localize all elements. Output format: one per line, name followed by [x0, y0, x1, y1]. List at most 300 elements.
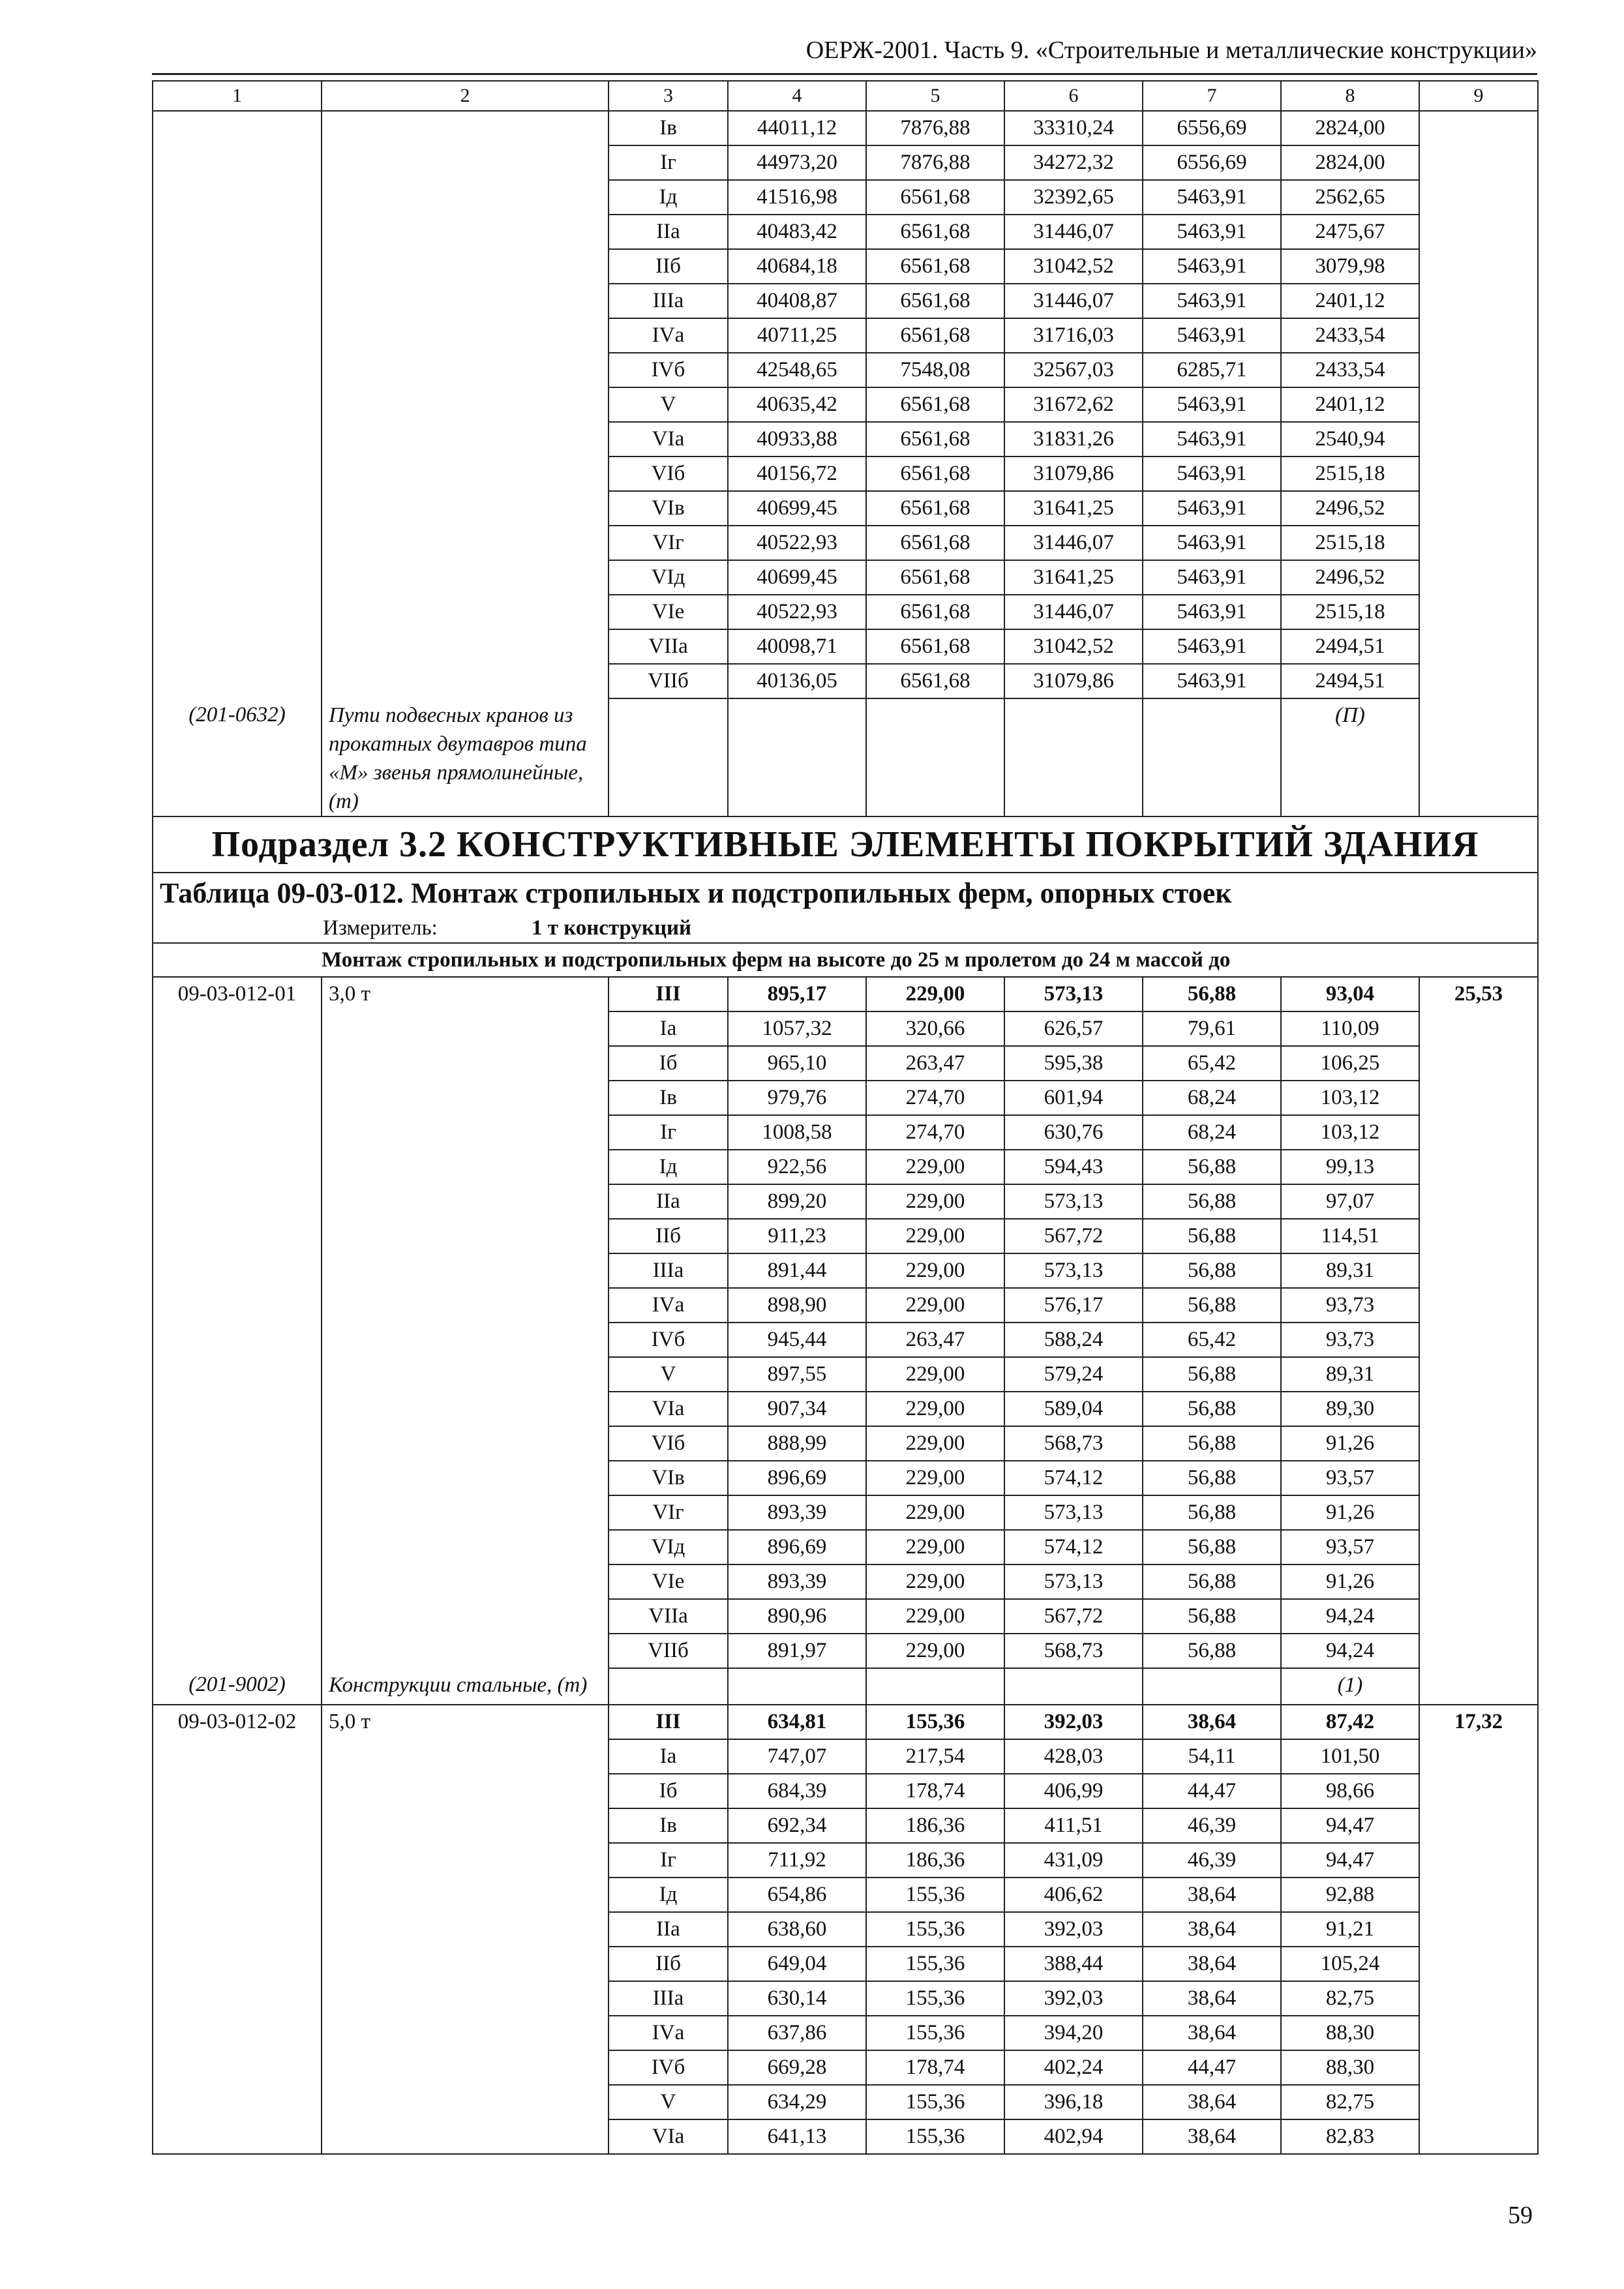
wages-cost-cell: 155,36 [866, 1912, 1004, 1947]
wages-cost-cell: 229,00 [866, 1599, 1004, 1634]
wages-cost-cell: 263,47 [866, 1046, 1004, 1081]
subtitle-row [153, 943, 1538, 977]
wages-cost-cell: 229,00 [866, 1219, 1004, 1253]
region-code-cell: IVа [609, 1288, 728, 1323]
wages-cost-cell: 229,00 [866, 1150, 1004, 1184]
resource-description: Конструкции стальные, (т) [322, 1668, 609, 1705]
materials-cost-cell: 106,25 [1281, 1046, 1419, 1081]
materials-cost-cell: 94,24 [1281, 1599, 1419, 1634]
machinists-wages-cell: 56,88 [1143, 1599, 1281, 1634]
column-number: 6 [1004, 81, 1143, 111]
total-cost-cell: 638,60 [728, 1912, 866, 1947]
wages-cost-cell: 155,36 [866, 1947, 1004, 1981]
empty-cell [609, 698, 728, 816]
machines-cost-cell: 406,62 [1004, 1878, 1143, 1912]
column-number: 9 [1419, 81, 1538, 111]
region-code-cell: VIа [609, 422, 728, 456]
wages-cost-cell: 229,00 [866, 1530, 1004, 1564]
materials-cost-cell: 94,47 [1281, 1843, 1419, 1878]
total-cost-cell: 630,14 [728, 1981, 866, 2016]
total-cost-cell: 907,34 [728, 1392, 866, 1426]
region-code-cell: Iв [609, 111, 728, 145]
materials-cost-cell: 88,30 [1281, 2050, 1419, 2085]
machinists-wages-cell: 5463,91 [1143, 180, 1281, 215]
machinists-wages-cell: 56,88 [1143, 1392, 1281, 1426]
machinists-wages-cell: 38,64 [1143, 1705, 1281, 1739]
wages-cost-cell: 6561,68 [866, 526, 1004, 560]
total-cost-cell: 1057,32 [728, 1011, 866, 1046]
total-cost-cell: 979,76 [728, 1081, 866, 1115]
column-number: 7 [1143, 81, 1281, 111]
region-code-cell: Iг [609, 145, 728, 180]
machinists-wages-cell: 68,24 [1143, 1081, 1281, 1115]
region-code-cell: III [609, 1705, 728, 1739]
machinists-wages-cell: 44,47 [1143, 1774, 1281, 1808]
empty-cell [866, 1668, 1004, 1705]
region-code-cell: IIб [609, 1219, 728, 1253]
labor-cell: 17,32 [1419, 1705, 1538, 2154]
region-code-cell: Iа [609, 1011, 728, 1046]
machines-cost-cell: 32567,03 [1004, 353, 1143, 387]
region-code-cell: IVа [609, 318, 728, 353]
machinists-wages-cell: 5463,91 [1143, 491, 1281, 526]
machines-cost-cell: 392,03 [1004, 1705, 1143, 1739]
machinists-wages-cell: 56,88 [1143, 1461, 1281, 1495]
machinists-wages-cell: 38,64 [1143, 1981, 1281, 2016]
machinists-wages-cell: 5463,91 [1143, 387, 1281, 422]
total-cost-cell: 891,97 [728, 1634, 866, 1668]
total-cost-cell: 40711,25 [728, 318, 866, 353]
region-code-cell: IVб [609, 2050, 728, 2085]
machinists-wages-cell: 56,88 [1143, 1426, 1281, 1461]
page-number: 59 [1508, 2202, 1533, 2229]
machinists-wages-cell: 6556,69 [1143, 145, 1281, 180]
resource-description: Пути подвесных кранов из прокатных двутавров типа «М» звенья прямолинейные, (т) [322, 698, 609, 816]
wages-cost-cell: 320,66 [866, 1011, 1004, 1046]
materials-cost-cell: 2496,52 [1281, 560, 1419, 595]
total-cost-cell: 888,99 [728, 1426, 866, 1461]
region-code-cell: IVа [609, 2016, 728, 2050]
machines-cost-cell: 402,94 [1004, 2119, 1143, 2154]
total-cost-cell: 40136,05 [728, 664, 866, 698]
wages-cost-cell: 229,00 [866, 1253, 1004, 1288]
region-code-cell: Iв [609, 1081, 728, 1115]
region-code-cell: IIа [609, 215, 728, 249]
wages-cost-cell: 6561,68 [866, 560, 1004, 595]
column-number: 8 [1281, 81, 1419, 111]
name-cell: 5,0 т [322, 1705, 609, 2154]
materials-cost-cell: 2494,51 [1281, 629, 1419, 664]
region-code-cell: Iд [609, 1878, 728, 1912]
machinists-wages-cell: 56,88 [1143, 1150, 1281, 1184]
machines-cost-cell: 428,03 [1004, 1739, 1143, 1774]
empty-cell [1004, 698, 1143, 816]
total-cost-cell: 896,69 [728, 1530, 866, 1564]
total-cost-cell: 897,55 [728, 1357, 866, 1392]
wages-cost-cell: 229,00 [866, 977, 1004, 1011]
total-cost-cell: 40483,42 [728, 215, 866, 249]
materials-cost-cell: 105,24 [1281, 1947, 1419, 1981]
machinists-wages-cell: 56,88 [1143, 1357, 1281, 1392]
wages-cost-cell: 229,00 [866, 1495, 1004, 1530]
empty-cell [728, 698, 866, 816]
materials-cost-cell: 2540,94 [1281, 422, 1419, 456]
materials-cost-cell: 2401,12 [1281, 387, 1419, 422]
materials-cost-cell: 2475,67 [1281, 215, 1419, 249]
table-body [153, 81, 1538, 2154]
machinists-wages-cell: 54,11 [1143, 1739, 1281, 1774]
machines-cost-cell: 31716,03 [1004, 318, 1143, 353]
machines-cost-cell: 576,17 [1004, 1288, 1143, 1323]
region-code-cell: Iг [609, 1843, 728, 1878]
materials-cost-cell: 2433,54 [1281, 353, 1419, 387]
machines-cost-cell: 573,13 [1004, 1253, 1143, 1288]
resource-quantity: (П) [1281, 698, 1419, 816]
total-cost-cell: 747,07 [728, 1739, 866, 1774]
region-code-cell: Iб [609, 1774, 728, 1808]
materials-cost-cell: 93,73 [1281, 1323, 1419, 1357]
materials-cost-cell: 93,73 [1281, 1288, 1419, 1323]
total-cost-cell: 911,23 [728, 1219, 866, 1253]
materials-cost-cell: 103,12 [1281, 1081, 1419, 1115]
total-cost-cell: 40522,93 [728, 595, 866, 629]
total-cost-cell: 40933,88 [728, 422, 866, 456]
total-cost-cell: 44973,20 [728, 145, 866, 180]
machines-cost-cell: 33310,24 [1004, 111, 1143, 145]
total-cost-cell: 654,86 [728, 1878, 866, 1912]
materials-cost-cell: 82,83 [1281, 2119, 1419, 2154]
total-cost-cell: 893,39 [728, 1495, 866, 1530]
total-cost-cell: 40699,45 [728, 491, 866, 526]
materials-cost-cell: 2562,65 [1281, 180, 1419, 215]
total-cost-cell: 40408,87 [728, 284, 866, 318]
machinists-wages-cell: 46,39 [1143, 1843, 1281, 1878]
machinists-wages-cell: 38,64 [1143, 1912, 1281, 1947]
region-code-cell: IIа [609, 1912, 728, 1947]
wages-cost-cell: 6561,68 [866, 249, 1004, 284]
table-row [153, 1705, 1538, 1739]
materials-cost-cell: 110,09 [1281, 1011, 1419, 1046]
machinists-wages-cell: 5463,91 [1143, 215, 1281, 249]
materials-cost-cell: 114,51 [1281, 1219, 1419, 1253]
total-cost-cell: 637,86 [728, 2016, 866, 2050]
labor-cell: 25,53 [1419, 977, 1538, 1705]
machines-cost-cell: 574,12 [1004, 1461, 1143, 1495]
running-header: ОЕРЖ-2001. Часть 9. «Строительные и металлические конструкции» [805, 37, 1537, 64]
region-code-cell: V [609, 387, 728, 422]
wages-cost-cell: 229,00 [866, 1461, 1004, 1495]
total-cost-cell: 711,92 [728, 1843, 866, 1878]
machinists-wages-cell: 5463,91 [1143, 664, 1281, 698]
machines-cost-cell: 31641,25 [1004, 491, 1143, 526]
code-cell: 09-03-012-02 [153, 1705, 322, 2154]
materials-cost-cell: 103,12 [1281, 1115, 1419, 1150]
wages-cost-cell: 186,36 [866, 1808, 1004, 1843]
materials-cost-cell: 2494,51 [1281, 664, 1419, 698]
wages-cost-cell: 178,74 [866, 1774, 1004, 1808]
wages-cost-cell: 274,70 [866, 1081, 1004, 1115]
total-cost-cell: 965,10 [728, 1046, 866, 1081]
name-cell [322, 111, 609, 698]
materials-cost-cell: 89,31 [1281, 1253, 1419, 1288]
machinists-wages-cell: 5463,91 [1143, 249, 1281, 284]
machines-cost-cell: 595,38 [1004, 1046, 1143, 1081]
rates-table [152, 80, 1539, 2155]
region-code-cell: VIе [609, 595, 728, 629]
machines-cost-cell: 574,12 [1004, 1530, 1143, 1564]
materials-cost-cell: 94,24 [1281, 1634, 1419, 1668]
region-code-cell: VIа [609, 1392, 728, 1426]
region-code-cell: Iа [609, 1739, 728, 1774]
total-cost-cell: 641,13 [728, 2119, 866, 2154]
wages-cost-cell: 7876,88 [866, 145, 1004, 180]
empty-cell [866, 698, 1004, 816]
total-cost-cell: 40684,18 [728, 249, 866, 284]
wages-cost-cell: 155,36 [866, 1981, 1004, 2016]
machines-cost-cell: 579,24 [1004, 1357, 1143, 1392]
subsection-row [153, 816, 1538, 873]
machines-cost-cell: 594,43 [1004, 1150, 1143, 1184]
machinists-wages-cell: 56,88 [1143, 1634, 1281, 1668]
machinists-wages-cell: 5463,91 [1143, 629, 1281, 664]
machines-cost-cell: 630,76 [1004, 1115, 1143, 1150]
materials-cost-cell: 94,47 [1281, 1808, 1419, 1843]
machinists-wages-cell: 38,64 [1143, 2119, 1281, 2154]
total-cost-cell: 893,39 [728, 1564, 866, 1599]
machines-cost-cell: 392,03 [1004, 1912, 1143, 1947]
meter-label: Измеритель: [323, 916, 438, 940]
column-number: 5 [866, 81, 1004, 111]
region-code-cell: Iг [609, 1115, 728, 1150]
materials-cost-cell: 2824,00 [1281, 145, 1419, 180]
subsection-title: Подраздел 3.2 КОНСТРУКТИВНЫЕ ЭЛЕМЕНТЫ ПОКРЫТИЙ ЗДАНИЯ [153, 816, 1538, 873]
empty-cell [728, 1668, 866, 1705]
total-cost-cell: 899,20 [728, 1184, 866, 1219]
wages-cost-cell: 7548,08 [866, 353, 1004, 387]
machinists-wages-cell: 6556,69 [1143, 111, 1281, 145]
code-cell: 09-03-012-01 [153, 977, 322, 1668]
machines-cost-cell: 573,13 [1004, 1564, 1143, 1599]
materials-cost-cell: 2515,18 [1281, 526, 1419, 560]
total-cost-cell: 649,04 [728, 1947, 866, 1981]
labor-cell [1419, 111, 1538, 816]
total-cost-cell: 634,81 [728, 1705, 866, 1739]
machinists-wages-cell: 6285,71 [1143, 353, 1281, 387]
table-row [153, 111, 1538, 145]
table-title-row [153, 873, 1538, 914]
machinists-wages-cell: 56,88 [1143, 1219, 1281, 1253]
resource-code: (201-0632) [153, 698, 322, 816]
total-cost-cell: 922,56 [728, 1150, 866, 1184]
machinists-wages-cell: 5463,91 [1143, 560, 1281, 595]
region-code-cell: IIб [609, 1947, 728, 1981]
region-code-cell: V [609, 1357, 728, 1392]
machines-cost-cell: 567,72 [1004, 1219, 1143, 1253]
machines-cost-cell: 589,04 [1004, 1392, 1143, 1426]
machinists-wages-cell: 44,47 [1143, 2050, 1281, 2085]
machines-cost-cell: 394,20 [1004, 2016, 1143, 2050]
total-cost-cell: 40098,71 [728, 629, 866, 664]
materials-cost-cell: 2401,12 [1281, 284, 1419, 318]
machines-cost-cell: 588,24 [1004, 1323, 1143, 1357]
region-code-cell: IIIа [609, 284, 728, 318]
region-code-cell: Iд [609, 1150, 728, 1184]
materials-cost-cell: 92,88 [1281, 1878, 1419, 1912]
region-code-cell: V [609, 2085, 728, 2119]
materials-cost-cell: 93,04 [1281, 977, 1419, 1011]
materials-cost-cell: 91,26 [1281, 1564, 1419, 1599]
wages-cost-cell: 6561,68 [866, 284, 1004, 318]
total-cost-cell: 41516,98 [728, 180, 866, 215]
wages-cost-cell: 7876,88 [866, 111, 1004, 145]
region-code-cell: IIб [609, 249, 728, 284]
machines-cost-cell: 31042,52 [1004, 249, 1143, 284]
machines-cost-cell: 31446,07 [1004, 215, 1143, 249]
machinists-wages-cell: 79,61 [1143, 1011, 1281, 1046]
region-code-cell: IIIа [609, 1253, 728, 1288]
machinists-wages-cell: 68,24 [1143, 1115, 1281, 1150]
machines-cost-cell: 601,94 [1004, 1081, 1143, 1115]
total-cost-cell: 896,69 [728, 1461, 866, 1495]
materials-cost-cell: 2433,54 [1281, 318, 1419, 353]
machines-cost-cell: 411,51 [1004, 1808, 1143, 1843]
region-code-cell: VIIа [609, 629, 728, 664]
materials-cost-cell: 91,26 [1281, 1426, 1419, 1461]
wages-cost-cell: 274,70 [866, 1115, 1004, 1150]
wages-cost-cell: 155,36 [866, 2085, 1004, 2119]
total-cost-cell: 891,44 [728, 1253, 866, 1288]
region-code-cell: Iд [609, 180, 728, 215]
table-title: Таблица 09-03-012. Монтаж стропильных и подстропильных ферм, опорных стоек [153, 873, 1538, 914]
machines-cost-cell: 31079,86 [1004, 456, 1143, 491]
region-code-cell: VIв [609, 1461, 728, 1495]
region-code-cell: IVб [609, 353, 728, 387]
materials-cost-cell: 87,42 [1281, 1705, 1419, 1739]
meter-cell [153, 914, 1538, 943]
wages-cost-cell: 229,00 [866, 1564, 1004, 1599]
total-cost-cell: 895,17 [728, 977, 866, 1011]
wages-cost-cell: 217,54 [866, 1739, 1004, 1774]
wages-cost-cell: 229,00 [866, 1392, 1004, 1426]
machinists-wages-cell: 38,64 [1143, 2085, 1281, 2119]
machinists-wages-cell: 38,64 [1143, 1878, 1281, 1912]
materials-cost-cell: 91,21 [1281, 1912, 1419, 1947]
machinists-wages-cell: 38,64 [1143, 1947, 1281, 1981]
region-code-cell: VIа [609, 2119, 728, 2154]
region-code-cell: Iб [609, 1046, 728, 1081]
materials-cost-cell: 101,50 [1281, 1739, 1419, 1774]
machines-cost-cell: 32392,65 [1004, 180, 1143, 215]
total-cost-cell: 40635,42 [728, 387, 866, 422]
total-cost-cell: 890,96 [728, 1599, 866, 1634]
materials-cost-cell: 99,13 [1281, 1150, 1419, 1184]
empty-cell [1143, 1668, 1281, 1705]
machines-cost-cell: 568,73 [1004, 1426, 1143, 1461]
materials-cost-cell: 97,07 [1281, 1184, 1419, 1219]
total-cost-cell: 44011,12 [728, 111, 866, 145]
total-cost-cell: 42548,65 [728, 353, 866, 387]
meter-value: 1 т конструкций [532, 916, 692, 940]
total-cost-cell: 692,34 [728, 1808, 866, 1843]
region-code-cell: IIIа [609, 1981, 728, 2016]
header-rule [152, 73, 1537, 75]
wages-cost-cell: 6561,68 [866, 456, 1004, 491]
materials-cost-cell: 3079,98 [1281, 249, 1419, 284]
machinists-wages-cell: 65,42 [1143, 1323, 1281, 1357]
total-cost-cell: 684,39 [728, 1774, 866, 1808]
machinists-wages-cell: 5463,91 [1143, 595, 1281, 629]
column-number-row [153, 81, 1538, 111]
wages-cost-cell: 229,00 [866, 1288, 1004, 1323]
total-cost-cell: 40699,45 [728, 560, 866, 595]
wages-cost-cell: 6561,68 [866, 180, 1004, 215]
materials-cost-cell: 93,57 [1281, 1530, 1419, 1564]
wages-cost-cell: 6561,68 [866, 491, 1004, 526]
wages-cost-cell: 229,00 [866, 1634, 1004, 1668]
empty-cell [1143, 698, 1281, 816]
machines-cost-cell: 396,18 [1004, 2085, 1143, 2119]
wages-cost-cell: 6561,68 [866, 318, 1004, 353]
wages-cost-cell: 229,00 [866, 1426, 1004, 1461]
resource-row [153, 698, 1538, 816]
total-cost-cell: 945,44 [728, 1323, 866, 1357]
materials-cost-cell: 93,57 [1281, 1461, 1419, 1495]
machinists-wages-cell: 5463,91 [1143, 318, 1281, 353]
column-number: 3 [609, 81, 728, 111]
total-cost-cell: 1008,58 [728, 1115, 866, 1150]
materials-cost-cell: 88,30 [1281, 2016, 1419, 2050]
wages-cost-cell: 186,36 [866, 1843, 1004, 1878]
wages-cost-cell: 6561,68 [866, 629, 1004, 664]
machines-cost-cell: 31079,86 [1004, 664, 1143, 698]
table-row [153, 977, 1538, 1011]
wages-cost-cell: 263,47 [866, 1323, 1004, 1357]
empty-cell [609, 1668, 728, 1705]
materials-cost-cell: 2496,52 [1281, 491, 1419, 526]
materials-cost-cell: 82,75 [1281, 2085, 1419, 2119]
resource-quantity: (1) [1281, 1668, 1419, 1705]
machines-cost-cell: 406,99 [1004, 1774, 1143, 1808]
total-cost-cell: 40156,72 [728, 456, 866, 491]
section-subtitle: Монтаж стропильных и подстропильных ферм на высоте до 25 м пролетом до 24 м массой до [153, 943, 1538, 977]
total-cost-cell: 898,90 [728, 1288, 866, 1323]
region-code-cell: VIIб [609, 1634, 728, 1668]
region-code-cell: VIIб [609, 664, 728, 698]
region-code-cell: IIа [609, 1184, 728, 1219]
total-cost-cell: 669,28 [728, 2050, 866, 2085]
name-cell: 3,0 т [322, 977, 609, 1668]
machines-cost-cell: 34272,32 [1004, 145, 1143, 180]
machinists-wages-cell: 56,88 [1143, 1564, 1281, 1599]
column-number: 4 [728, 81, 866, 111]
machinists-wages-cell: 56,88 [1143, 1530, 1281, 1564]
machines-cost-cell: 392,03 [1004, 1981, 1143, 2016]
machinists-wages-cell: 5463,91 [1143, 284, 1281, 318]
resource-row [153, 1668, 1538, 1705]
machines-cost-cell: 388,44 [1004, 1947, 1143, 1981]
machinists-wages-cell: 5463,91 [1143, 526, 1281, 560]
materials-cost-cell: 82,75 [1281, 1981, 1419, 2016]
materials-cost-cell: 98,66 [1281, 1774, 1419, 1808]
meter-row [153, 914, 1538, 943]
machines-cost-cell: 402,24 [1004, 2050, 1143, 2085]
wages-cost-cell: 229,00 [866, 1357, 1004, 1392]
machines-cost-cell: 31446,07 [1004, 595, 1143, 629]
materials-cost-cell: 89,31 [1281, 1357, 1419, 1392]
materials-cost-cell: 2824,00 [1281, 111, 1419, 145]
region-code-cell: VIг [609, 526, 728, 560]
column-number: 1 [153, 81, 322, 111]
